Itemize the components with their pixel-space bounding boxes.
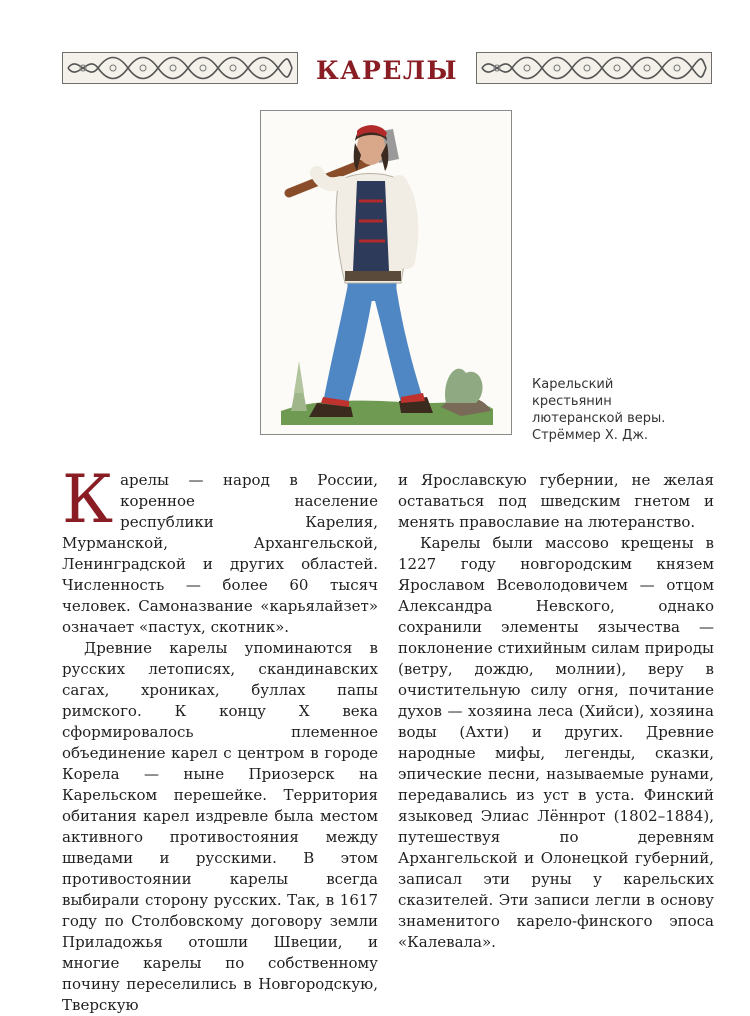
caption-line: Стрёммер Х. Дж. [532,428,649,443]
illustration-caption [532,376,722,444]
caption-line: лютеранской веры. [532,411,666,426]
text-column-left [62,461,378,1016]
karelian-peasant-illustration [261,111,511,434]
paragraph-religion: Карелы были массово крещены в 1227 году новгородским князем Ярославом Всеволодовичем — отцом Александра Невского, однако сохранили элементы язычества — поклонение стихийным силам природы (ветру, дождю, молнии), веру в очистительную силу огня, почитание духов — хозяина леса (Хийси), хозяина воды (Ахти) и других. Древние народные мифы, легенды, сказки, эпические песни, называемые рунами, передавались из уст в уста. Финский языковед Элиас Лённрот (1802–1884), путешествуя по деревням Архангельской и Олонецкой губерний, записал эти руны у карельских сказителей. Эти записи легли в основу знаменитого карело-финского эпоса «Калевала». [398,534,714,951]
paragraph-history: Древние карелы упоминаются в русских летописях, скандинавских сагах, хрониках, буллах папы римского. К концу X века сформировалось племенное объединение карел с центром в городе Корела — ныне Приозерск на Карельском перешейке. Территория обитания карел издревле была местом активного противостояния между шведами и русскими. В этом противостоянии карелы всегда выбирали сторону русских. Так, в 1617 году по Столбовскому договору земли Приладожья отошли Швеции, и многие карелы по собственному почину переселились в Новгородскую, Тверскую [62,639,378,1014]
drop-cap: К [62,461,114,538]
text-column-right [398,470,714,953]
illustration-frame [260,110,512,435]
caption-line: крестьянин [532,394,612,409]
ornament-border-right [476,52,712,84]
caption-line: Карельский [532,377,614,392]
page-title: КАРЕЛЫ [315,56,459,85]
ornament-border-left [62,52,298,84]
page-header [62,48,712,94]
paragraph-history-continued: и Ярославскую губернии, не желая оставаться под шведским гнетом и менять православие на лютеранство. [398,471,714,531]
paragraph-intro-text: арелы — народ в России, коренное население республики Карелия, Мурманской, Архангельской, Ленинградской и других областей. Численность — более 60 тысяч человек. Самоназвание «карьялайзет» означает «пастух, скотник». [62,471,378,636]
paragraph-intro [62,461,378,638]
